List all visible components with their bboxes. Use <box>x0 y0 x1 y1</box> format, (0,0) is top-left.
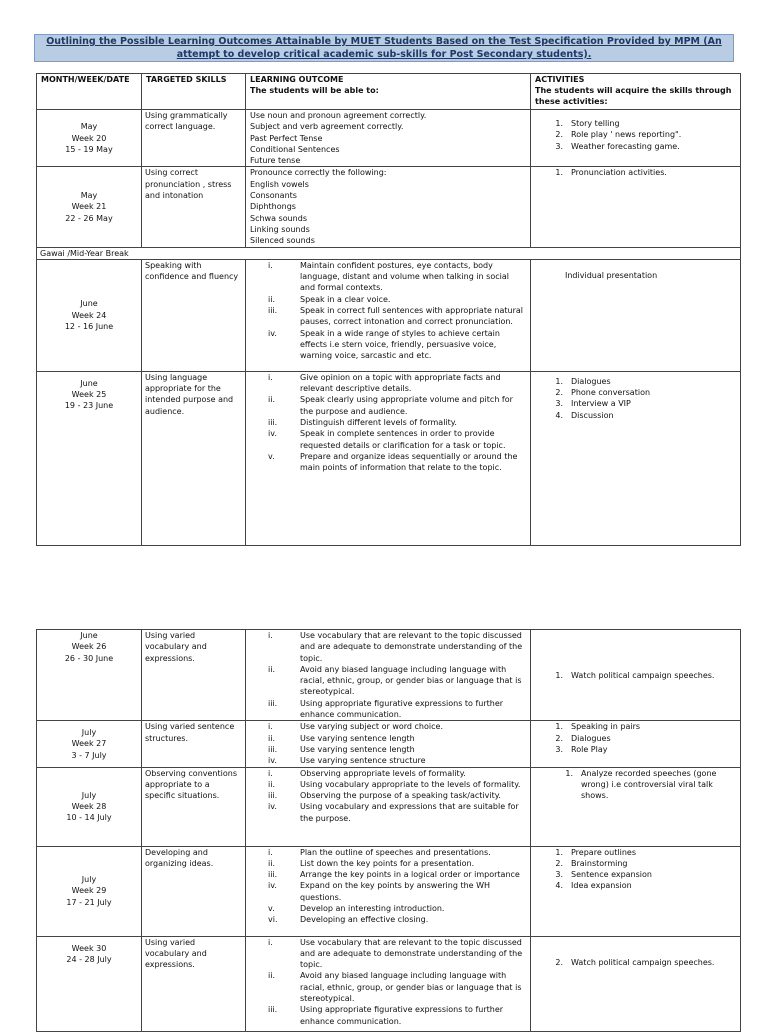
activity-item: 1. Analyze recorded speeches (gone wrong) i.e controversial viral talk shows. <box>565 768 717 801</box>
week: Week 21 <box>71 202 107 212</box>
month: June <box>80 631 98 640</box>
skill-cell: Using varied vocabulary and expressions. <box>142 630 246 721</box>
table-row <box>37 721 741 767</box>
table-row <box>37 259 741 371</box>
month: May <box>80 191 98 201</box>
activity-item: 1. Story telling <box>555 119 620 128</box>
outcome-item: ii. Speak clearly using appropriate volume and pitch for the purpose and audience. <box>268 395 513 416</box>
date-range: 26 - 30 June <box>64 653 114 663</box>
outcome-item: Diphthongs <box>250 202 296 212</box>
week: Week 24 <box>71 310 107 320</box>
month-week-cell <box>37 110 142 167</box>
outcome-item: ii. Using vocabulary appropriate to the levels of formality. <box>268 779 521 789</box>
month: June <box>80 378 98 388</box>
outcome-item: Future tense <box>250 156 301 166</box>
outcome-item: i. Observing appropriate levels of formality. <box>268 768 466 778</box>
outcome-item: iv. Expand on the key points by answering the WH questions. <box>268 881 491 902</box>
outcome-item: ii. Avoid any biased language including language with racial, ethnic, group, or gender bias or language that is stereotypical. <box>268 971 522 1004</box>
header-skills: TARGETED SKILLS <box>142 74 246 110</box>
outcome-item: Silenced sounds <box>250 236 315 246</box>
outcome-item: i. Use vocabulary that are relevant to the topic discussed and are adequate to demonstrate understanding of the topic. <box>268 631 523 663</box>
month-week-cell <box>37 721 142 767</box>
outcome-item: English vowels <box>250 179 309 189</box>
month-week-cell <box>37 936 142 1031</box>
header-row <box>37 74 741 110</box>
date-range: 17 - 21 July <box>66 897 112 907</box>
outcome-item: iv. Speak in complete sentences in order to provide requested details or clarification for a task or topic. <box>268 429 506 450</box>
header-outcome <box>246 74 531 110</box>
outcome-item: Past Perfect Tense <box>250 133 323 143</box>
outcome-item: ii. Speak in a clear voice. <box>268 294 391 304</box>
skill-cell: Developing and organizing ideas. <box>142 846 246 936</box>
outcome-cell <box>246 167 531 247</box>
activity-item: 3. Interview a VIP <box>555 399 631 409</box>
outcome-cell <box>246 371 531 545</box>
week: Week 26 <box>71 642 107 652</box>
month: May <box>80 122 98 132</box>
activity-item: 1. Watch political campaign speeches. <box>555 670 715 680</box>
header-outcome-title: LEARNING OUTCOME <box>250 75 344 84</box>
table-row <box>37 167 741 247</box>
document-title: Outlining the Possible Learning Outcomes Attainable by MUET Students Based on the Test Specification Provided by MPM (An attempt to develop critical academic sub-skills for Post Secondary students). <box>34 34 734 62</box>
outcome-cell <box>246 846 531 936</box>
table-row <box>37 630 741 721</box>
skill-cell: Using varied sentence structures. <box>142 721 246 767</box>
table-row <box>37 936 741 1031</box>
month: July <box>81 875 97 885</box>
activity-item: 4. Discussion <box>555 410 614 420</box>
outcome-item: i. Give opinion on a topic with appropriate facts and relevant descriptive details. <box>268 372 501 394</box>
week: Week 30 <box>71 943 107 953</box>
outcome-item: ii. Avoid any biased language including language with racial, ethnic, group, or gender bias or language that is stereotypical. <box>268 664 522 697</box>
date-range: 12 - 16 June <box>64 322 114 331</box>
outcome-item: iv. Using vocabulary and expressions that are suitable for the purpose. <box>268 802 519 823</box>
activity-item: 2. Watch political campaign speeches. <box>555 957 715 967</box>
outcome-item: Pronounce correctly the following: <box>250 168 387 178</box>
header-activities-title: ACTIVITIES <box>535 75 585 84</box>
skill-cell: Using correct pronunciation , stress and intonation <box>142 167 246 247</box>
outcome-item: i. Plan the outline of speeches and presentations. <box>268 847 491 857</box>
activity-item: 4. Idea expansion <box>555 881 632 891</box>
outcome-item: iii. Using appropriate figurative expressions to further enhance communication. <box>268 1005 504 1026</box>
week: Week 29 <box>71 886 107 896</box>
activity-item: 1. Speaking in pairs <box>555 722 641 732</box>
activities-cell <box>531 936 741 1031</box>
date-range: 15 - 19 May <box>65 144 113 154</box>
header-month: MONTH/WEEK/DATE <box>37 74 142 110</box>
outcome-item: Linking sounds <box>250 224 310 234</box>
outcome-item: iii. Arrange the key points in a logical order or importance <box>268 870 520 880</box>
activity-item: 1. Pronunciation activities. <box>555 168 667 178</box>
outcome-item: Schwa sounds <box>250 213 307 223</box>
activity-item: 2. Role play ' news reporting". <box>555 130 682 140</box>
learning-outcomes-table-2 <box>36 629 741 1032</box>
month-week-cell <box>37 259 142 371</box>
header-activities <box>531 74 741 110</box>
activity-item: 1. Dialogues <box>555 376 611 386</box>
break-row <box>37 247 741 259</box>
learning-outcomes-table-1 <box>36 73 741 546</box>
outcome-item: iii. Using appropriate figurative expressions to further enhance communication. <box>268 698 504 720</box>
table-row <box>37 846 741 936</box>
month: July <box>81 728 97 738</box>
activities-cell <box>531 721 741 767</box>
month-week-cell <box>37 167 142 247</box>
month-week-cell <box>37 846 142 936</box>
date-range: 24 - 28 July <box>66 954 112 964</box>
outcome-item: iii. Use varying sentence length <box>268 744 415 754</box>
skill-cell: Observing conventions appropriate to a specific situations. <box>142 767 246 846</box>
outcome-item: i. Use varying subject or word choice. <box>268 722 443 732</box>
activity-item: 2. Brainstorming <box>555 858 628 868</box>
outcome-item: Subject and verb agreement correctly. <box>250 122 404 132</box>
month: July <box>81 790 97 800</box>
month: June <box>80 299 98 309</box>
date-range: 22 - 26 May <box>65 213 113 223</box>
activities-cell <box>531 371 741 545</box>
outcome-cell <box>246 767 531 846</box>
activity-item: 3. Role Play <box>555 744 608 754</box>
outcome-cell <box>246 259 531 371</box>
break-label: Gawai /Mid-Year Break <box>37 247 741 259</box>
month-week-cell <box>37 767 142 846</box>
outcome-item: i. Maintain confident postures, eye contacts, body language, distant and volume when talking in social and formal contexts. <box>268 260 509 293</box>
week: Week 28 <box>71 801 107 811</box>
skill-cell: Using varied vocabulary and expressions. <box>142 936 246 1031</box>
date-range: 3 - 7 July <box>71 750 107 760</box>
outcome-item: v. Develop an interesting introduction. <box>268 904 445 914</box>
activity-item: 3. Sentence expansion <box>555 870 652 880</box>
outcome-item: ii. Use varying sentence length <box>268 733 415 743</box>
outcome-item: ii. List down the key points for a presentation. <box>268 858 475 868</box>
activity-item: 2. Dialogues <box>555 733 611 743</box>
activities-cell <box>531 846 741 936</box>
skill-cell: Using grammatically correct language. <box>142 110 246 167</box>
outcome-item: Use noun and pronoun agreement correctly. <box>250 111 427 120</box>
outcome-cell <box>246 110 531 167</box>
table-row <box>37 371 741 545</box>
activity-item: 3. Weather forecasting game. <box>555 141 680 151</box>
activities-cell <box>531 110 741 167</box>
outcome-item: iv. Use varying sentence structure <box>268 756 426 766</box>
date-range: 10 - 14 July <box>66 813 112 823</box>
header-outcome-sub: The students will be able to: <box>250 86 379 95</box>
week: Week 25 <box>71 390 107 400</box>
outcome-cell <box>246 936 531 1031</box>
outcome-item: iii. Speak in correct full sentences with appropriate natural pauses, correct intonation and correct pronunciation. <box>268 306 524 327</box>
table-row <box>37 767 741 846</box>
week: Week 20 <box>71 133 107 143</box>
activities-cell <box>531 630 741 721</box>
month-week-cell <box>37 371 142 545</box>
date-range: 19 - 23 June <box>64 401 114 411</box>
outcome-item: Conditional Sentences <box>250 144 340 154</box>
activity-item: 1. Prepare outlines <box>555 847 636 857</box>
outcome-item: i. Use vocabulary that are relevant to the topic discussed and are adequate to demonstrate understanding of the topic. <box>268 937 523 970</box>
month-week-cell <box>37 630 142 721</box>
outcome-item: iii. Observing the purpose of a speaking task/activity. <box>268 791 501 801</box>
outcome-item: iv. Speak in a wide range of styles to achieve certain effects i.e stern voice, friendly, persuasive voice, warning voice, sarcastic and etc. <box>268 328 500 361</box>
week: Week 27 <box>71 739 107 749</box>
outcome-item: v. Prepare and organize ideas sequentially or around the main points of information that relate to the topic. <box>268 451 518 473</box>
header-activities-sub: The students will acquire the skills through these activities: <box>535 86 732 106</box>
outcome-cell <box>246 630 531 721</box>
outcome-item: iii. Distinguish different levels of formality. <box>268 418 457 428</box>
activities-cell <box>531 167 741 247</box>
outcome-cell <box>246 721 531 767</box>
outcome-item: vi. Developing an effective closing. <box>268 915 429 925</box>
activity-item: 2. Phone conversation <box>555 388 651 398</box>
outcome-item: Consonants <box>250 191 297 201</box>
activities-cell <box>531 767 741 846</box>
table-row <box>37 110 741 167</box>
skill-cell: Speaking with confidence and fluency <box>142 259 246 371</box>
activities-cell: Individual presentation <box>531 259 741 371</box>
skill-cell: Using language appropriate for the intended purpose and audience. <box>142 371 246 545</box>
